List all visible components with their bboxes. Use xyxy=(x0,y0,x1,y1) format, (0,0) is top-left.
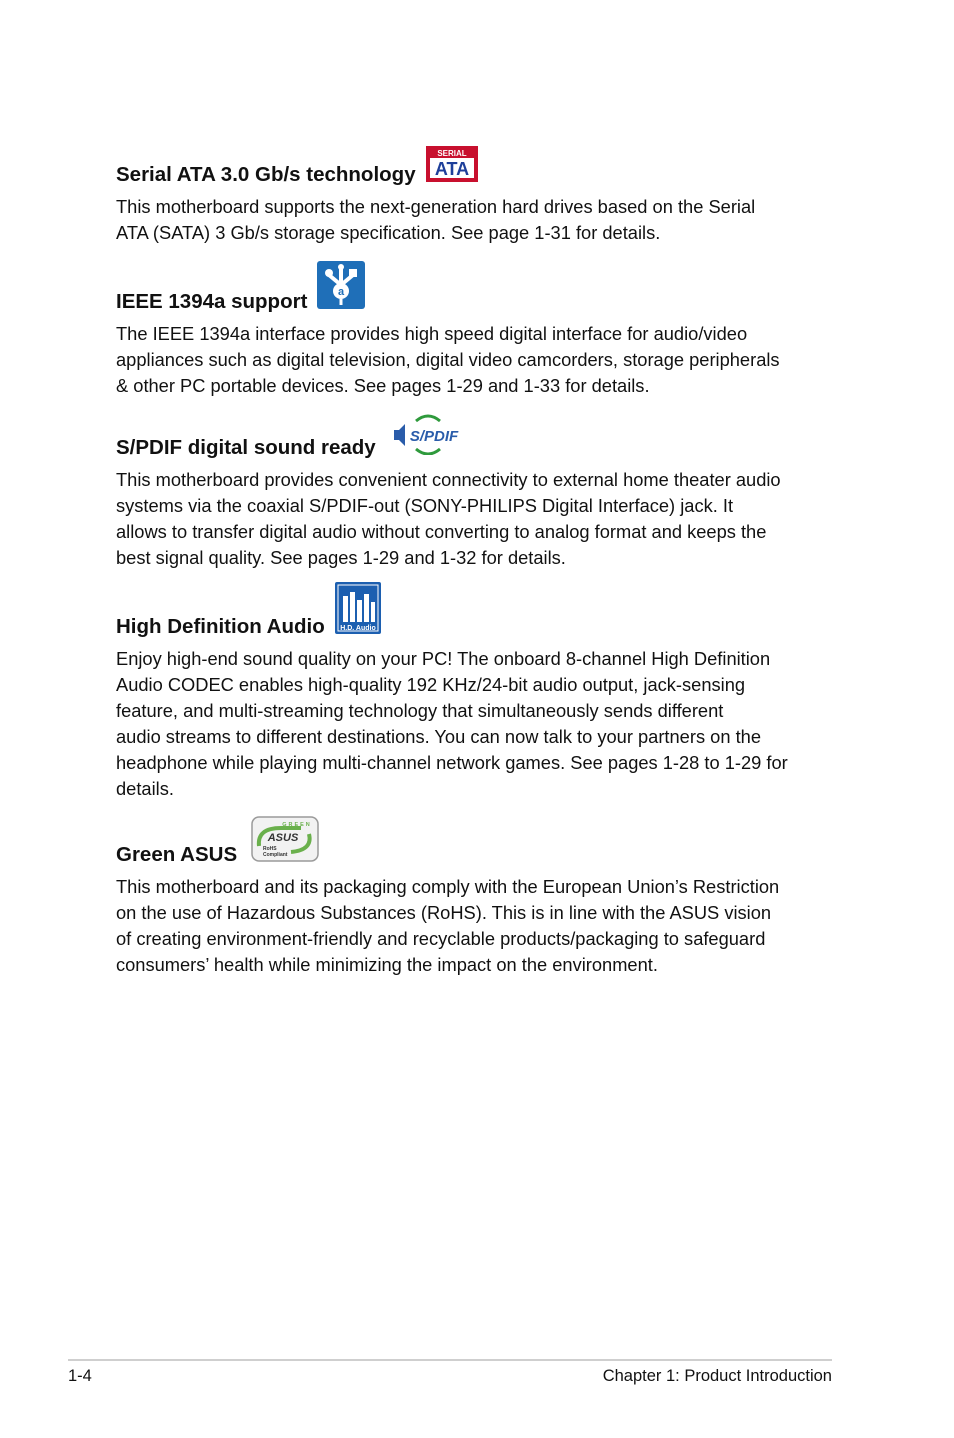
text-line: allows to transfer digital audio without converting to analog format and keeps the xyxy=(116,521,767,542)
text-line: appliances such as digital television, digital video camcorders, storage peripherals xyxy=(116,349,780,370)
text-line: headphone while playing multi-channel network games. See pages 1-28 to 1-29 for xyxy=(116,752,788,773)
text-line: systems via the coaxial S/PDIF-out (SONY-PHILIPS Digital Interface) jack. It xyxy=(116,495,734,516)
text-line: This motherboard provides convenient connectivity to external home theater audio xyxy=(116,469,781,490)
logo-text: Compliant xyxy=(263,852,288,858)
ieee-1394a-logo xyxy=(317,261,365,315)
logo-text: ATA xyxy=(434,159,469,179)
heading-text: IEEE 1394a support xyxy=(116,290,308,313)
page-number: 1-4 xyxy=(68,1367,92,1385)
section-spdif xyxy=(116,413,836,571)
section-hd-audio xyxy=(116,582,836,802)
heading-text: Serial ATA 3.0 Gb/s technology xyxy=(116,163,416,186)
section-heading xyxy=(116,816,836,868)
text-line: This motherboard supports the next-generation hard drives based on the Serial xyxy=(116,196,756,217)
text-line: audio streams to different destinations. You can now talk to your partners on the xyxy=(116,726,761,747)
section-green-asus xyxy=(116,816,836,978)
text-line: & other PC portable devices. See pages 1-29 and 1-33 for details. xyxy=(116,375,650,396)
text-line: feature, and multi-streaming technology that simultaneously sends different xyxy=(116,700,724,721)
section-body xyxy=(116,194,836,246)
green-asus-logo xyxy=(251,816,319,868)
text-line: best signal quality. See pages 1-29 and 1-32 for details. xyxy=(116,547,566,568)
section-heading xyxy=(116,261,836,315)
footer-divider xyxy=(68,1359,832,1361)
section-body xyxy=(116,874,836,978)
logo-text: RoHS xyxy=(263,846,277,852)
text-line: details. xyxy=(116,778,174,799)
heading-text: Green ASUS xyxy=(116,843,238,866)
text-line: This motherboard and its packaging comply with the European Union’s Restriction xyxy=(116,876,780,897)
logo-text: SERIAL xyxy=(436,149,467,158)
section-serial-ata xyxy=(116,146,836,246)
serial-ata-logo xyxy=(426,146,478,188)
heading-text: High Definition Audio xyxy=(116,615,325,638)
text-line: of creating environment-friendly and recyclable products/packaging to safeguard xyxy=(116,928,766,949)
text-line: The IEEE 1394a interface provides high speed digital interface for audio/video xyxy=(116,323,748,344)
text-line: consumers’ health while minimizing the impact on the environment. xyxy=(116,954,658,975)
section-body xyxy=(116,646,836,802)
heading-text: S/PDIF digital sound ready xyxy=(116,436,376,459)
section-ieee-1394a xyxy=(116,261,836,399)
section-heading xyxy=(116,582,836,640)
text-line: on the use of Hazardous Substances (RoHS). This is in line with the ASUS vision xyxy=(116,902,772,923)
text-line: ATA (SATA) 3 Gb/s storage specification. See page 1-31 for details. xyxy=(116,222,661,243)
logo-text: a xyxy=(338,286,345,298)
logo-text: ASUS xyxy=(267,832,299,844)
text-line: Audio CODEC enables high-quality 192 KHz/24-bit audio output, jack-sensing xyxy=(116,674,746,695)
logo-text: GREEN xyxy=(282,822,312,828)
section-body xyxy=(116,321,836,399)
logo-text: H.D. Audio xyxy=(340,625,376,632)
logo-text: S/PDIF xyxy=(409,428,458,445)
spdif-logo xyxy=(392,413,464,461)
section-heading xyxy=(116,413,836,461)
chapter-title: Chapter 1: Product Introduction xyxy=(602,1367,832,1385)
text-line: Enjoy high-end sound quality on your PC! The onboard 8-channel High Definition xyxy=(116,648,771,669)
section-body xyxy=(116,467,836,571)
hd-audio-logo xyxy=(335,582,381,640)
section-heading xyxy=(116,146,836,188)
